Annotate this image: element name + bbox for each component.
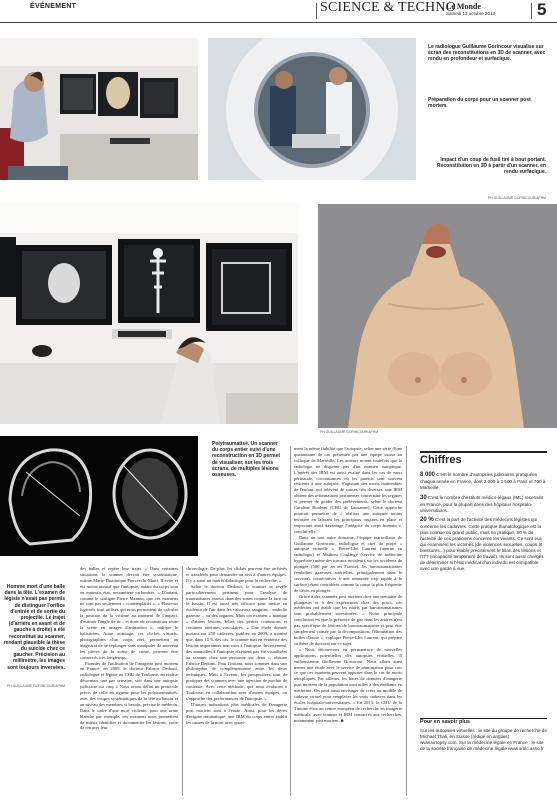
photo-radiologist (0, 38, 198, 180)
section-title: SCIENCE & TECHNO (320, 0, 456, 15)
header-rule (0, 22, 557, 23)
photo-3d-torso (318, 204, 557, 428)
column-rule-2 (290, 446, 291, 796)
caption-gunshot-head-credit: PH GUILLAUME GORINCOUR/APHM (6, 684, 65, 688)
column-rule-1 (182, 566, 183, 796)
article-column-1: des balles et repère leur trajet. « Dans certaines situations, le scanner devrait être systématique, estime Marie-Dominique Piercecchi-Marti. Il évite et est moins invasif que l'autopsie, autant du corps sont en mauvais état, notamment carbonisés. » D'autant, comme le souligne Pierre Mannin, que ces examens ne sont pas seulement « contemplatifs ». « Plusieurs logiciels sont utilisés qui nous permettent de calculer la position de la victime au moment de l'impact, d'estimer l'angle de tir... et donc de reconstituer toute la scène en images d'animation », indique le balisticien. Autre avantage, ces clichés virtuels, photographies d'un corps réel, permettent au magistrat de se replonger sans manipuler de nouveau les pièces de la scène de crime, peuvent être conservés très longtemps. Pionnier de l'utilisation de l'imagerie post mortem en France, en 2009, le docteur Fabrice Dedouit, radiologue et légiste au CHU de Toulouse, en réalise désormais une par semaine, soit dans une autopsie judiciaire sur cinq. « Nous avons défini un protocole précis de celle en rigueur pour les polytraumatisés, avec des coupes systématiques de la tête au bassin et au niveau des membres si besoin, précise le médecin. Dans le cadre d'une mort violente, pour une arme blanche par exemple, ces examens nous permettent de mieux identifier et documenter les lésions, voire de retracer leur (80, 566, 178, 731)
photo-skull-ct (0, 436, 198, 556)
figure-item: 30 C'est le nombre d'instituts médico-légaux (IML) recensés en France, pour la plupart dans des hôpitaux hospitalo-universitaires. (420, 494, 544, 513)
column-rule-3 (406, 446, 407, 796)
photo-scanner (208, 38, 416, 180)
newspaper-logo: Le Monde (446, 2, 481, 11)
caption-polytrauma: Polytraumatisé. Un scanner du corps entier suivi d'une reconstruction en 3D permet de visualiser, sur les trois écrans, de multiples lésions osseuses. (212, 441, 281, 479)
article-column-2: chronologie. De plus, les clichés peuvent être archivés et transférés pour demander un avis à d'autres équipes. Il y a aussi un intérêt didactique pour la recherche. » Selon le docteur Dedouit, le scanner se révèle particulièrement pertinent pour l'analyse de traumatismes osseux dans des zones comme la face ou le bassin. Il est aussi très efficace pour mettre en évidence de l'air dans les vaisseaux sanguins – embolie gazeuse – ou des organes. Mais cet examen « manque » d'autres lésions, telles des petites contusions et certaines atteintes vasculaires. « Une étude donnée portant sur 250 cadavres, publiée en 2009, a montré que, dans 15 % des cas, le scanner met en évidence des lésions importantes non vues à l'autopsie. Inversement, des anomalies à l'autopsie n'avaient pas été visualisées au scanner chez une personne sur deux », résume Fabrice Dedouit. Pour l'instant, nous sommes dans une philosophie de complémentarité entre les deux techniques. Mais à l'avenir, les perspectives sont de pratiquer des scanners avec une injection de produit de contraste. Avec cette méthode, que nous évaluons à Toulouse, en collaboration avec d'autres équipes, on s'approche des performances de l'autopsie. » D'autres indications plus médicales de l'imagerie post mortem sont à l'étude. Ainsi, pour les décès d'origine traumatique, une IRM du corps entier établit les causes de la mort avec quasi- (186, 566, 287, 725)
section-kicker: ÉVÉNEMENT (30, 3, 77, 10)
photo-workstation (0, 203, 298, 424)
figure-item: 8 000 C'est le nombre d'autopsies judiciaires pratiquées chaque année en France, dont 2 000 à 2 500 à Paris et 700 à Marseille. (420, 472, 546, 490)
page-number: 5 (537, 0, 547, 19)
sidebar-rule (420, 451, 547, 453)
sidebar-more-text: Sur les autopsies virtuelles : le site du groupe de recherche de Michael Thali, en Suisse (rédigé en anglais) www.virtopsy.com. Sur la médecine légale en France : le site de la société française de médecine légale www.smlc.asso.fr (420, 728, 547, 751)
caption-gunshot: Impact d'un coup de fusil tiré à bout portant. Reconstitution en 3D à partir d'un scanner, en rendu surfacique. (437, 157, 546, 176)
caption-gunshot-head: Homme mort d'une balle dans la tête. L'examen de légiste n'avait pas permis de distinguer l'orifice d'entrée et de sortie du projectile. Le trajet (d'arrière en avant et de gauche à droite) a été reconstitué au scanner, rendant plausible la thèse du suicide chez ce gaucher. Précision au millimètre, les images sont toujours inversées. (3, 584, 65, 671)
caption-scanner-prep: Préparation du corps pour un scanner post mortem. (428, 97, 531, 110)
header-divider (316, 3, 317, 19)
article-column-3: ment la même fiabilité que l'autopsie, selon une série d'une quarantaine de cas présentée par une équipe suisse au colloque de Marseille. Les auteurs notent toutefois que la radiologie ne dispense pas d'un examen autoptique. L'intérêt des IRM est aussi évalué dans les cas de mort périnatale, circonstances où les parents sont souvent réticents à une autopsie. S'agissant des morts inattendues de l'enfant, qui relèvent de causes très diverses, une IRM obtient des informations pertinentes concernant les organes et permet de guider des prélèvements, selon le docteur Caroline Rouleau (CHU de Lausanne). Cette approche pourrait permettre de « réaliser une autopsie moins invasive en laissant les principaux organes en place et respectant ainsi davantage l'intégrité du corps humain », conclut-elle. Dans un tout autre domaine, l'équipe marseillaise de Guillaume Gorincour, radiologue et chef du projet « autopsie virtuelle », Pierre-Lloi Laurent (interne en radiologie) et Mathieu Coulange (service de médecine hyperbare) mène des travaux novateurs sur les accidents de plongée (500 par an en France), les barotraumatismes (embolies gazeuses artérielles, principalement dans le cerveau), consécutives à une remontée trop rapide à la surface) étant considérés comme la cause la plus fréquente de décès en plongée. Grâce à des scanners post mortem chez une trentaine de plongeurs et à des expériences chez des porcs, ces médecins ont établi que les morts par barotraumatismes sont probablement surestimées. « Notre principale conclusion est que la présence de gaz dans les artères n'est pas spécifique de lésions de barotraumatisme et peut être simplement causée par la décomposition, l'élimination des bulles d'azote », explique Pierre-Lloi Laurent, qui prépare sa thèse de doctorat sur ce sujet. « Nous découvrons en permanence de nouvelles applications potentielles des autopsies virtuelles. Il enthousiasme Guillaume Gorincour. Nous allons ainsi mener une étude avec le service de réanimation pour voir ce que ces examens peuvent apporter dans le cas de morts inexpliqués. Par ailleurs, les bases de données d'imagerie post mortem de la population sont utiles à des étudiants en médecine. On peut aussi envisager de créer un modèle de cadavre virtuel pour remplacer les vrais cadavres dans les écoles hospitalo-universitaires. » En 2013, le CHU de la Timone élira un centre européen de recherche en imagerie médicale, avec scanner et IRM consacrés aux recherches, notamment post mortem. ■ (294, 446, 402, 723)
caption-radiologist: Le radiologue Guillaume Gorincour visualise sur écran des reconstitutions en 3D de scanner, avec rendu en profondeur et surfacique. (428, 44, 546, 63)
header-divider-2 (531, 3, 532, 19)
sidebar-more-title: Pour en savoir plus (420, 719, 471, 725)
photo-credit: PH GUILLAUME GORINCOUR/APHM (320, 430, 379, 434)
sidebar-figures (420, 472, 547, 576)
issue-date: Samedi 13 octobre 2012 (446, 11, 496, 16)
figure-item: 20 % C'est la part de l'activité des médecins légistes qui concerne les cadavres. Cette pratique thanatologique est la plus connue du grand public, mais en pratique, 80 % de l'activité de ces praticiens concerne les vivants. Ce sont eux qui examinent les victimes (de violences sexuelles, coups et blessures...) pour établir précisément le bilan des lésions et l'ITT (incapacité temporaire de travail). Ils sont aussi chargés de déterminer si l'état médical d'un individu est compatible avec une garde à vue. (420, 517, 544, 571)
sidebar-title: Chiffres (420, 454, 462, 466)
caption-gunshot-credit: PH GUILLAUME GORINCOUR/APHM (487, 196, 546, 200)
